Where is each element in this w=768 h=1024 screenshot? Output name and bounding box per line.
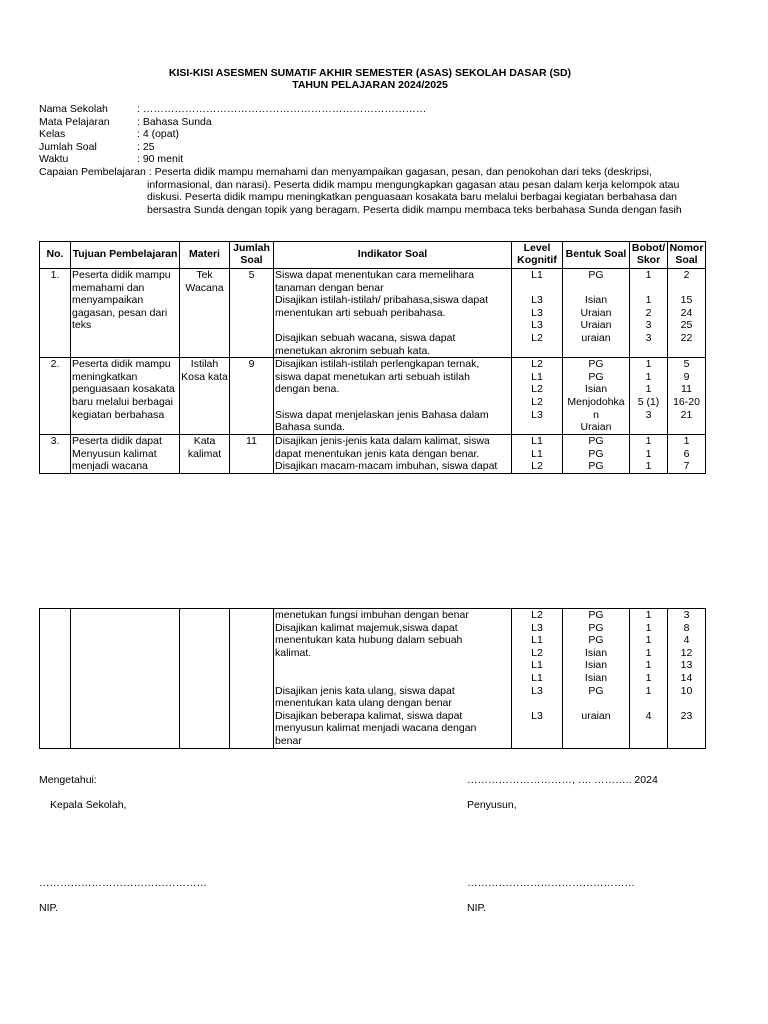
row-bentuk: PG Isian Uraian Uraian uraian xyxy=(563,269,630,358)
kepala-sekolah-label: Kepala Sekolah, xyxy=(50,799,127,811)
table-row xyxy=(40,269,706,358)
left-signature-line: ………………………………………… xyxy=(39,877,207,889)
identity-info xyxy=(39,103,699,166)
mengetahui-label: Mengetahui: xyxy=(39,774,97,786)
header-materi: Materi xyxy=(180,242,230,269)
row-nomor: 2 15 24 25 22 xyxy=(668,269,706,358)
header-jumlah: Jumlah Soal xyxy=(230,242,274,269)
info-mata-pelajaran: Mata Pelajaran : Bahasa Sunda xyxy=(39,115,212,128)
row-level: L2 L3 L1 L2 L1 L1 L3 L3 xyxy=(512,609,563,749)
row-level: L1 L1 L2 xyxy=(512,435,563,474)
row-tujuan: Peserta didik dapat Menyusun kalimat menjadi wacana xyxy=(71,435,180,474)
signature-date: …………………………, …. ……….. 2024 xyxy=(467,774,658,786)
row-bentuk: PG PG PG xyxy=(563,435,630,474)
info-nama-sekolah: Nama Sekolah : ……………………………………………………………………… xyxy=(39,103,427,115)
header-indikator: Indikator Soal xyxy=(274,242,512,269)
row-bentuk: PG PG Isian Menjodohka n Uraian xyxy=(563,358,630,435)
row-level: L2 L1 L2 L2 L3 xyxy=(512,358,563,435)
info-waktu: Waktu : 90 menit xyxy=(39,153,184,166)
header-bobot: Bobot/ Skor xyxy=(630,242,668,269)
row-no: 1. xyxy=(40,269,71,358)
table-header-row xyxy=(40,242,706,269)
row-tujuan: Peserta didik mampu meningkatkan penguasaan kosakata baru melalui berbagai kegiatan berbahasa xyxy=(71,358,180,435)
row-jumlah: 5 xyxy=(230,269,274,358)
header-bentuk: Bentuk Soal xyxy=(563,242,630,269)
row-level: L1 L3 L3 L3 L2 xyxy=(512,269,563,358)
row-no xyxy=(40,609,71,749)
row-jumlah: 9 xyxy=(230,358,274,435)
left-nip-label: NIP. xyxy=(39,902,59,914)
row-indikator: Siswa dapat menentukan cara memelihara tanaman dengan benar Disajikan istilah-istilah/ pribahasa,siswa dapat menentukan arti sebuah peribahasa. Disajikan sebuah wacana, siswa dapat menetukan akronim sebuah kata. xyxy=(274,269,512,358)
header-level: Level Kognitif xyxy=(512,242,563,269)
row-nomor: 3 8 4 12 13 14 10 23 xyxy=(668,609,706,749)
header-tujuan: Tujuan Pembelajaran xyxy=(71,242,180,269)
row-materi: Tek Wacana xyxy=(180,269,230,358)
row-bobot: 1 1 2 3 3 xyxy=(630,269,668,358)
table-row xyxy=(40,609,706,749)
document-title-line1: KISI-KISI ASESMEN SUMATIF AKHIR SEMESTER (ASAS) SEKOLAH DASAR (SD) xyxy=(168,67,572,79)
row-bentuk: PG PG PG Isian Isian Isian PG uraian xyxy=(563,609,630,749)
row-jumlah: 11 xyxy=(230,435,274,474)
row-nomor: 1 6 7 xyxy=(668,435,706,474)
right-signature-line: ………………………………………… xyxy=(467,877,635,889)
row-indikator: Disajikan jenis-jenis kata dalam kalimat, siswa dapat menentukan jenis kata dengan benar. Disajikan macam-macam imbuhan, siswa dapat xyxy=(274,435,512,474)
capaian-label: Capaian Pembelajaran xyxy=(39,166,146,178)
document-title-line2: TAHUN PELAJARAN 2024/2025 xyxy=(292,79,448,91)
row-materi: Istilah Kosa kata xyxy=(180,358,230,435)
table-row xyxy=(40,435,706,474)
row-indikator: menetukan fungsi imbuhan dengan benar Disajikan kalimat majemuk,siswa dapat menentukan kata hubung dalam sebuah kalimat. Disajikan jenis kata ulang, siswa dapat menentukan kata ulang dengan benar Disajikan beberapa kalimat, siswa dapat menyusun kalimat menjadi wacana dengan benar xyxy=(274,609,512,749)
info-kelas: Kelas : 4 (opat) xyxy=(39,128,180,141)
row-tujuan xyxy=(71,609,180,749)
row-indikator: Disajikan istilah-istilah perlengkapan ternak, siswa dapat menetukan arti sebuah istilah dengan bena. Siswa dapat menjelaskan jenis Bahasa dalam Bahasa sunda. xyxy=(274,358,512,435)
info-jumlah-soal: Jumlah Soal : 25 xyxy=(39,140,155,153)
row-bobot: 1 1 1 xyxy=(630,435,668,474)
kisi-kisi-table-continuation xyxy=(39,608,706,749)
row-materi: Kata kalimat xyxy=(180,435,230,474)
row-no: 2. xyxy=(40,358,71,435)
row-no: 3. xyxy=(40,435,71,474)
capaian-rest: informasional, dan narasi). Peserta didik mampu mengungkapkan gagasan atau pesan dalam kerja kelompok atau diskusi. Peserta didik mampu meningkatkan penguasaan kosakata baru melalui berbagai kegiatan berbahasa dan bersastra Sunda dengan topik yang beragam. Peserta didik mampu membaca teks berbahasa Sunda dengan fasih xyxy=(147,178,682,216)
header-nomor: Nomor Soal xyxy=(668,242,706,269)
row-nomor: 5 9 11 16-20 21 xyxy=(668,358,706,435)
header-no: No. xyxy=(40,242,71,269)
capaian-pembelajaran xyxy=(39,166,704,216)
row-bobot: 1 1 1 1 1 1 1 4 xyxy=(630,609,668,749)
row-tujuan: Peserta didik mampu memahami dan menyampaikan gagasan, pesan dari teks xyxy=(71,269,180,358)
row-bobot: 1 1 1 5 (1) 3 xyxy=(630,358,668,435)
penyusun-label: Penyusun, xyxy=(467,799,517,811)
row-jumlah xyxy=(230,609,274,749)
right-nip-label: NIP. xyxy=(467,902,487,914)
kisi-kisi-table xyxy=(39,241,706,474)
capaian-first-line: : Peserta didik mampu memahami dan menyampaikan gagasan, pesan, dan penokohan dari teks (deskripsi, xyxy=(148,166,652,178)
row-materi xyxy=(180,609,230,749)
table-row xyxy=(40,358,706,435)
